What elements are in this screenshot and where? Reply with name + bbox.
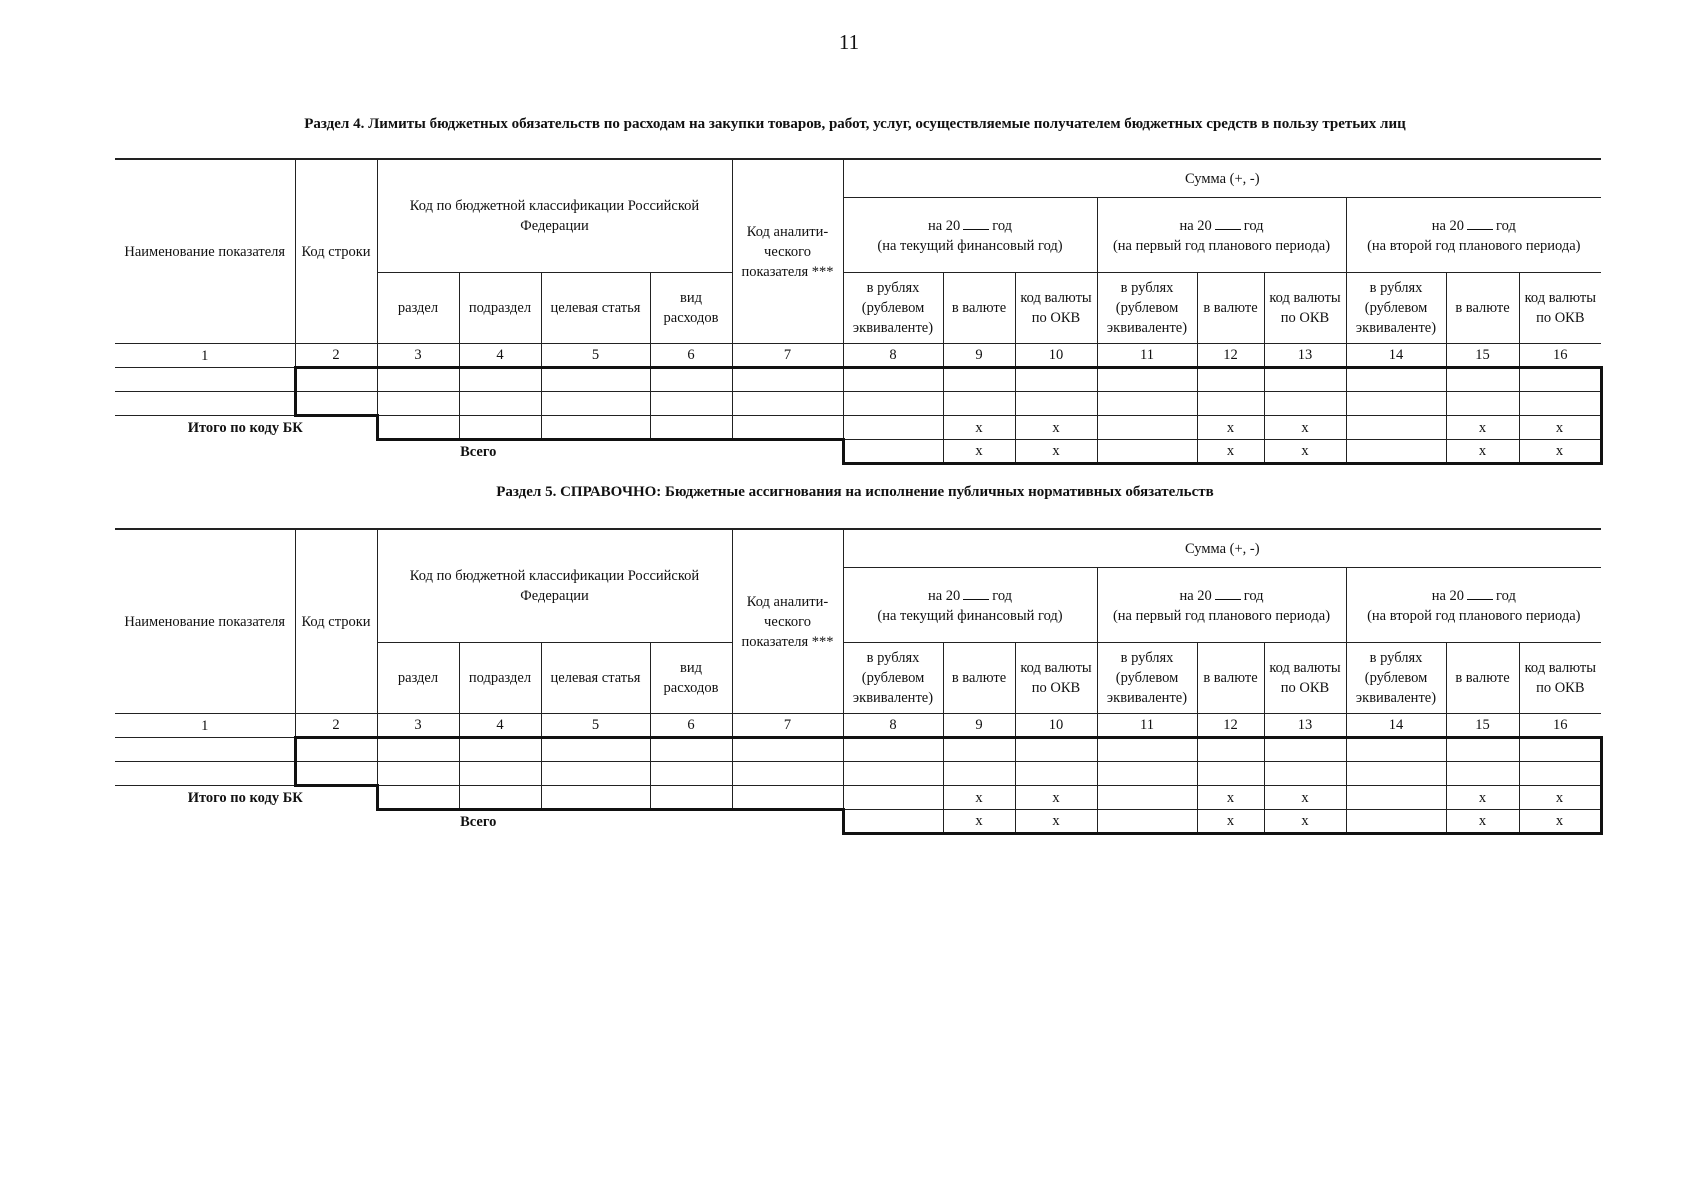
total-bk-row	[115, 786, 1601, 810]
total-rub-cell[interactable]	[1346, 416, 1446, 440]
cur-cell[interactable]	[943, 368, 1015, 392]
grand-x-mark: x	[1264, 440, 1346, 464]
okv-cell[interactable]	[1015, 392, 1097, 416]
column-number: 16	[1519, 714, 1601, 738]
column-number-row	[115, 344, 1601, 368]
cur-cell[interactable]	[1197, 392, 1264, 416]
grand-x-mark: x	[1264, 810, 1346, 834]
razdel-cell[interactable]	[377, 368, 459, 392]
cur-cell[interactable]	[1197, 738, 1264, 762]
header-cur: в валюте	[1446, 273, 1519, 344]
grand-rub-cell[interactable]	[843, 810, 943, 834]
grand-x-mark: x	[1015, 810, 1097, 834]
header-rub: в рублях (рублевом эквиваленте)	[843, 643, 943, 714]
row-code-cell[interactable]	[295, 738, 377, 762]
total-analytic-cell[interactable]	[732, 786, 843, 810]
header-year-plan1: на 20 год (на первый год планового периода)	[1097, 568, 1346, 643]
header-name: Наименование показателя	[115, 159, 295, 344]
column-number: 10	[1015, 714, 1097, 738]
header-rub: в рублях (рублевом эквиваленте)	[1097, 273, 1197, 344]
name-cell[interactable]	[115, 368, 295, 392]
rub-cell[interactable]	[1097, 368, 1197, 392]
analytic-cell[interactable]	[732, 762, 843, 786]
total-x-mark: x	[1264, 786, 1346, 810]
grand-x-mark: x	[943, 810, 1015, 834]
header-sum: Сумма (+, -)	[843, 159, 1601, 198]
total-x-mark: x	[1446, 416, 1519, 440]
rub-cell[interactable]	[1346, 392, 1446, 416]
column-number: 2	[295, 714, 377, 738]
header-year-plan2: на 20 год (на второй год планового периода)	[1346, 198, 1601, 273]
total-x-mark: x	[1197, 786, 1264, 810]
header-cur: в валюте	[943, 643, 1015, 714]
column-number: 11	[1097, 344, 1197, 368]
grand-x-mark: x	[1197, 810, 1264, 834]
rub-cell[interactable]	[843, 738, 943, 762]
data-row	[115, 738, 1601, 762]
target-cell[interactable]	[541, 368, 650, 392]
total-bk-label: Итого по коду БК	[115, 416, 377, 440]
column-number: 5	[541, 714, 650, 738]
rub-cell[interactable]	[843, 392, 943, 416]
column-number: 2	[295, 344, 377, 368]
column-number: 11	[1097, 714, 1197, 738]
column-number: 9	[943, 344, 1015, 368]
podrazdel-cell[interactable]	[459, 368, 541, 392]
section-5-table	[115, 528, 1603, 835]
header-okv: код валюты по ОКВ	[1264, 643, 1346, 714]
header-razdel: раздел	[377, 643, 459, 714]
name-cell[interactable]	[115, 738, 295, 762]
section-4-table	[115, 158, 1603, 465]
total-x-mark: x	[1197, 416, 1264, 440]
rub-cell[interactable]	[1097, 762, 1197, 786]
cur-cell[interactable]	[1446, 738, 1519, 762]
row-code-cell[interactable]	[295, 392, 377, 416]
cur-cell[interactable]	[943, 738, 1015, 762]
header-okv: код валюты по ОКВ	[1015, 273, 1097, 344]
column-number: 13	[1264, 344, 1346, 368]
total-podrazdel-cell[interactable]	[459, 416, 541, 440]
total-rub-cell[interactable]	[1346, 786, 1446, 810]
column-number: 7	[732, 714, 843, 738]
column-number: 4	[459, 344, 541, 368]
row-code-cell[interactable]	[295, 368, 377, 392]
total-x-mark: x	[943, 786, 1015, 810]
razdel-cell[interactable]	[377, 762, 459, 786]
header-year-plan1: на 20 год (на первый год планового периода)	[1097, 198, 1346, 273]
rub-cell[interactable]	[843, 762, 943, 786]
column-number: 8	[843, 344, 943, 368]
total-vid-cell[interactable]	[650, 786, 732, 810]
vid-cell[interactable]	[650, 738, 732, 762]
row-code-cell[interactable]	[295, 762, 377, 786]
total-x-mark: x	[1015, 786, 1097, 810]
column-number: 1	[115, 714, 295, 738]
column-number: 15	[1446, 344, 1519, 368]
header-row-code: Код строки	[295, 159, 377, 344]
header-cur: в валюте	[1197, 273, 1264, 344]
total-rub-cell[interactable]	[843, 416, 943, 440]
data-row	[115, 762, 1601, 786]
header-year-current: на 20 год (на текущий финансовый год)	[843, 568, 1097, 643]
grand-total-label: Всего	[460, 814, 497, 831]
total-x-mark: x	[1015, 416, 1097, 440]
okv-cell[interactable]	[1015, 738, 1097, 762]
section-4-title: Раздел 4. Лимиты бюджетных обязательств по расходам на закупки товаров, работ, услуг, осуществляемые получателем бюджетных средств в пользу третьих лиц	[304, 116, 1406, 132]
grand-x-mark: x	[1519, 440, 1601, 464]
okv-cell[interactable]	[1264, 368, 1346, 392]
header-target: целевая статья	[541, 273, 650, 344]
okv-cell[interactable]	[1015, 368, 1097, 392]
grand-total-row	[115, 440, 1601, 464]
header-cur: в валюте	[1197, 643, 1264, 714]
podrazdel-cell[interactable]	[459, 762, 541, 786]
total-target-cell[interactable]	[541, 786, 650, 810]
header-bk-code: Код по бюджетной классификации Российской Федерации	[377, 159, 732, 273]
okv-cell[interactable]	[1015, 762, 1097, 786]
razdel-cell[interactable]	[377, 392, 459, 416]
header-rub: в рублях (рублевом эквиваленте)	[1346, 643, 1446, 714]
vid-cell[interactable]	[650, 762, 732, 786]
column-number: 14	[1346, 344, 1446, 368]
header-year-current: на 20 год (на текущий финансовый год)	[843, 198, 1097, 273]
okv-cell[interactable]	[1519, 392, 1601, 416]
total-analytic-cell[interactable]	[732, 416, 843, 440]
header-okv: код валюты по ОКВ	[1015, 643, 1097, 714]
razdel-cell[interactable]	[377, 738, 459, 762]
column-number: 8	[843, 714, 943, 738]
header-vid: вид расходов	[650, 643, 732, 714]
grand-total-label: Всего	[460, 444, 497, 461]
grand-rub-cell[interactable]	[1346, 440, 1446, 464]
header-year-plan2: на 20 год (на второй год планового периода)	[1346, 568, 1601, 643]
analytic-cell[interactable]	[732, 392, 843, 416]
name-cell[interactable]	[115, 762, 295, 786]
okv-cell[interactable]	[1519, 368, 1601, 392]
column-number: 1	[115, 344, 295, 368]
rub-cell[interactable]	[1097, 738, 1197, 762]
column-number: 4	[459, 714, 541, 738]
total-x-mark: x	[1519, 786, 1601, 810]
header-cur: в валюте	[943, 273, 1015, 344]
column-number: 3	[377, 714, 459, 738]
podrazdel-cell[interactable]	[459, 392, 541, 416]
rub-cell[interactable]	[1346, 368, 1446, 392]
cur-cell[interactable]	[943, 762, 1015, 786]
column-number-row	[115, 714, 1601, 738]
grand-rub-cell[interactable]	[1097, 440, 1197, 464]
header-row-code: Код строки	[295, 529, 377, 714]
column-number: 9	[943, 714, 1015, 738]
column-number: 15	[1446, 714, 1519, 738]
total-bk-row	[115, 416, 1601, 440]
total-vid-cell[interactable]	[650, 416, 732, 440]
header-cur: в валюте	[1446, 643, 1519, 714]
rub-cell[interactable]	[843, 368, 943, 392]
data-row	[115, 392, 1601, 416]
grand-rub-cell[interactable]	[843, 440, 943, 464]
header-okv: код валюты по ОКВ	[1519, 273, 1601, 344]
page-number: 11	[838, 30, 860, 54]
grand-rub-cell[interactable]	[1346, 810, 1446, 834]
header-analytic-code: Код аналити-ческого показателя ***	[732, 529, 843, 714]
rub-cell[interactable]	[1346, 738, 1446, 762]
grand-x-mark: x	[1197, 440, 1264, 464]
column-number: 16	[1519, 344, 1601, 368]
header-sum: Сумма (+, -)	[843, 529, 1601, 568]
vid-cell[interactable]	[650, 368, 732, 392]
header-okv: код валюты по ОКВ	[1519, 643, 1601, 714]
header-vid: вид расходов	[650, 273, 732, 344]
okv-cell[interactable]	[1264, 762, 1346, 786]
rub-cell[interactable]	[1097, 392, 1197, 416]
total-razdel-cell[interactable]	[377, 416, 459, 440]
analytic-cell[interactable]	[732, 368, 843, 392]
column-number: 3	[377, 344, 459, 368]
column-number: 6	[650, 344, 732, 368]
analytic-cell[interactable]	[732, 738, 843, 762]
cur-cell[interactable]	[943, 392, 1015, 416]
total-x-mark: x	[1264, 416, 1346, 440]
header-rub: в рублях (рублевом эквиваленте)	[1346, 273, 1446, 344]
target-cell[interactable]	[541, 738, 650, 762]
total-x-mark: x	[943, 416, 1015, 440]
column-number: 14	[1346, 714, 1446, 738]
rub-cell[interactable]	[1346, 762, 1446, 786]
column-number: 6	[650, 714, 732, 738]
data-row	[115, 368, 1601, 392]
header-okv: код валюты по ОКВ	[1264, 273, 1346, 344]
header-razdel: раздел	[377, 273, 459, 344]
grand-x-mark: x	[1015, 440, 1097, 464]
grand-x-mark: x	[943, 440, 1015, 464]
cur-cell[interactable]	[1197, 368, 1264, 392]
cur-cell[interactable]	[1446, 762, 1519, 786]
grand-x-mark: x	[1446, 440, 1519, 464]
total-rub-cell[interactable]	[1097, 416, 1197, 440]
column-number: 12	[1197, 714, 1264, 738]
grand-rub-cell[interactable]	[1097, 810, 1197, 834]
podrazdel-cell[interactable]	[459, 738, 541, 762]
section-5-title: Раздел 5. СПРАВОЧНО: Бюджетные ассигнования на исполнение публичных нормативных обязательств	[496, 484, 1214, 500]
header-name: Наименование показателя	[115, 529, 295, 714]
column-number: 7	[732, 344, 843, 368]
grand-x-mark: x	[1519, 810, 1601, 834]
header-rub: в рублях (рублевом эквиваленте)	[843, 273, 943, 344]
column-number: 12	[1197, 344, 1264, 368]
grand-total-row	[115, 810, 1601, 834]
total-razdel-cell[interactable]	[377, 786, 459, 810]
name-cell[interactable]	[115, 392, 295, 416]
cur-cell[interactable]	[1197, 762, 1264, 786]
column-number: 5	[541, 344, 650, 368]
total-x-mark: x	[1446, 786, 1519, 810]
cur-cell[interactable]	[1446, 368, 1519, 392]
total-rub-cell[interactable]	[1097, 786, 1197, 810]
total-bk-label: Итого по коду БК	[115, 786, 377, 810]
okv-cell[interactable]	[1519, 738, 1601, 762]
header-rub: в рублях (рублевом эквиваленте)	[1097, 643, 1197, 714]
target-cell[interactable]	[541, 392, 650, 416]
total-target-cell[interactable]	[541, 416, 650, 440]
target-cell[interactable]	[541, 762, 650, 786]
okv-cell[interactable]	[1264, 392, 1346, 416]
header-bk-code: Код по бюджетной классификации Российской Федерации	[377, 529, 732, 643]
vid-cell[interactable]	[650, 392, 732, 416]
cur-cell[interactable]	[1446, 392, 1519, 416]
header-podrazdel: подраздел	[459, 273, 541, 344]
column-number: 13	[1264, 714, 1346, 738]
total-rub-cell[interactable]	[843, 786, 943, 810]
header-podrazdel: подраздел	[459, 643, 541, 714]
total-x-mark: x	[1519, 416, 1601, 440]
header-analytic-code: Код аналити-ческого показателя ***	[732, 159, 843, 344]
total-podrazdel-cell[interactable]	[459, 786, 541, 810]
grand-x-mark: x	[1446, 810, 1519, 834]
header-target: целевая статья	[541, 643, 650, 714]
column-number: 10	[1015, 344, 1097, 368]
okv-cell[interactable]	[1264, 738, 1346, 762]
okv-cell[interactable]	[1519, 762, 1601, 786]
